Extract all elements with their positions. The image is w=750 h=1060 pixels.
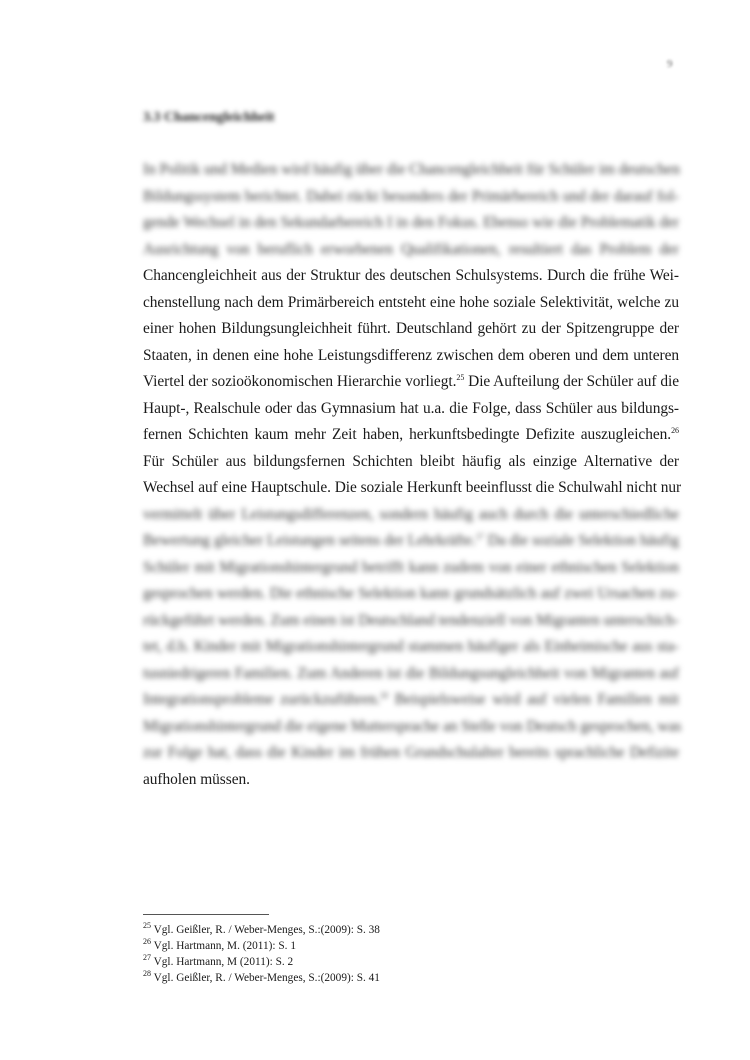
paragraph-line bbox=[143, 346, 679, 366]
line-text: Wechsel auf eine Hauptschule. Die soziale Herkunft beeinflusst die Schulwahl nicht nur bbox=[143, 479, 682, 496]
footnote-reference: 26 bbox=[671, 425, 679, 435]
footnote bbox=[143, 954, 293, 970]
paragraph-line bbox=[143, 690, 679, 710]
footnote bbox=[143, 922, 380, 938]
line-text: vermittelt über Leistungsdifferenzen, sondern häufig auch durch die unterschiedliche bbox=[143, 505, 679, 523]
footnote-reference: 27 bbox=[475, 531, 484, 541]
line-text: tet, d.h. Kinder mit Migrationshintergrund stammen häufiger als Einheimische aus sta- bbox=[143, 638, 679, 655]
line-text: Viertel der sozioökonomischen Hierarchie vorliegt. bbox=[143, 373, 457, 390]
paragraph-line bbox=[143, 664, 679, 684]
line-text: Chancengleichheit aus der Struktur des deutschen Schulsystems. Durch die frühe Wei- bbox=[143, 267, 679, 284]
line-text: gesprochen werden. Die ethnische Selektion kann grundsätzlich auf zwei Ursachen zu- bbox=[143, 585, 679, 602]
footnote-text: Vgl. Geißler, R. / Weber-Menges, S.:(2009): S. 38 bbox=[153, 924, 380, 936]
paragraph-line bbox=[143, 372, 679, 392]
line-text: Haupt-, Realschule oder das Gymnasium hat u.a. die Folge, dass Schüler aus bildungs- bbox=[143, 399, 679, 417]
line-text: Schüler mit Migrationshintergrund betrifft kann zudem von einer ethnischen Selektion bbox=[143, 558, 679, 576]
line-text: Bewertung gleicher Leistungen seitens der Lehrkräfte. bbox=[143, 532, 476, 549]
paragraph-line bbox=[143, 425, 679, 445]
line-text: Integrationsprobleme zurückzuführen. bbox=[143, 691, 381, 708]
line-text: In Politik und Medien wird häufig über die Chancengleichheit für Schüler im deutschen bbox=[143, 161, 680, 178]
footnote-separator bbox=[143, 914, 269, 915]
footnote-reference: 25 bbox=[456, 372, 465, 382]
line-text: chenstellung nach dem Primärbereich entsteht eine hohe soziale Selektivität, welche zu bbox=[143, 293, 679, 311]
paragraph-line bbox=[143, 531, 679, 551]
footnote-reference: 28 bbox=[380, 690, 388, 700]
paragraph-line bbox=[143, 187, 679, 207]
paragraph-line bbox=[143, 266, 679, 286]
paragraph-line bbox=[143, 293, 679, 313]
footnote-number: 26 bbox=[143, 937, 151, 947]
line-text: einer hohen Bildungsungleichheit führt. Deutschland gehört zu der Spitzengruppe der bbox=[143, 320, 679, 337]
paragraph-line bbox=[143, 558, 679, 578]
footnote-number: 27 bbox=[143, 953, 151, 963]
line-text: rückgeführt werden. Zum einen ist Deutschland tendenziell von Migranten unterschich- bbox=[143, 611, 680, 629]
paragraph-line bbox=[143, 240, 679, 260]
line-text: aufholen müssen. bbox=[143, 770, 250, 788]
footnote-text: Vgl. Geißler, R. / Weber-Menges, S.:(2009): S. 41 bbox=[153, 972, 380, 984]
footnote-number: 28 bbox=[143, 969, 151, 979]
footnote bbox=[143, 938, 296, 954]
line-text-continued: Beispielsweise wird auf vielen Familien mit bbox=[388, 691, 679, 708]
line-text: Für Schüler aus bildungsfernen Schichten bleibt häufig als einzige Alternative der bbox=[143, 452, 679, 470]
paragraph-line bbox=[143, 505, 679, 525]
line-text-continued: Die Aufteilung der Schüler auf die bbox=[464, 373, 679, 390]
paragraph-line bbox=[143, 770, 679, 790]
footnote-text: Vgl. Hartmann, M (2011): S. 2 bbox=[153, 956, 294, 968]
footnote-text: Vgl. Hartmann, M. (2011): S. 1 bbox=[153, 940, 296, 952]
footnote bbox=[143, 970, 380, 986]
paragraph-line bbox=[143, 319, 679, 339]
line-text: zur Folge hat, dass die Kinder im frühen Grundschulalter bereits sprachliche Defizite bbox=[143, 744, 679, 761]
line-text: Ausrichtung von beruflich erworbenen Qualifikationen, resultiert das Problem der bbox=[143, 240, 679, 258]
line-text: gende Wechsel in den Sekundarbereich I in den Fokus. Ebenso wie die Problematik der bbox=[143, 214, 679, 231]
paragraph-line bbox=[143, 452, 679, 472]
line-text: Bildungssystem berichtet. Dabei rückt besonders der Primärbereich und der darauf fol- bbox=[143, 187, 679, 205]
paragraph-line bbox=[143, 637, 679, 657]
paragraph-line bbox=[143, 743, 679, 763]
paragraph-line bbox=[143, 478, 682, 498]
paragraph-line bbox=[143, 160, 679, 180]
paragraph-line bbox=[143, 213, 679, 233]
line-text: Staaten, in denen eine hohe Leistungsdifferenz zwischen dem oberen und dem unteren bbox=[143, 346, 679, 364]
section-heading: 3.3 Chancengleichheit bbox=[143, 110, 275, 125]
page-number: 9 bbox=[667, 58, 673, 70]
paragraph-line bbox=[143, 611, 679, 631]
line-text: tusniedrigeren Familien. Zum Anderen ist die Bildungsungleichheit von Migranten auf bbox=[143, 664, 679, 682]
paragraph-line bbox=[143, 584, 679, 604]
line-text: fernen Schichten kaum mehr Zeit haben, herkunftsbedingte Defizite auszugleichen. bbox=[143, 426, 672, 443]
line-text: Migrationshintergrund die eigene Muttersprache an Stelle von Deutsch gesprochen, was bbox=[143, 717, 682, 735]
line-text-continued: Da die soziale Selektion häufig bbox=[483, 532, 679, 549]
paragraph-line bbox=[143, 717, 682, 737]
paragraph-line bbox=[143, 399, 679, 419]
footnote-number: 25 bbox=[143, 921, 151, 931]
